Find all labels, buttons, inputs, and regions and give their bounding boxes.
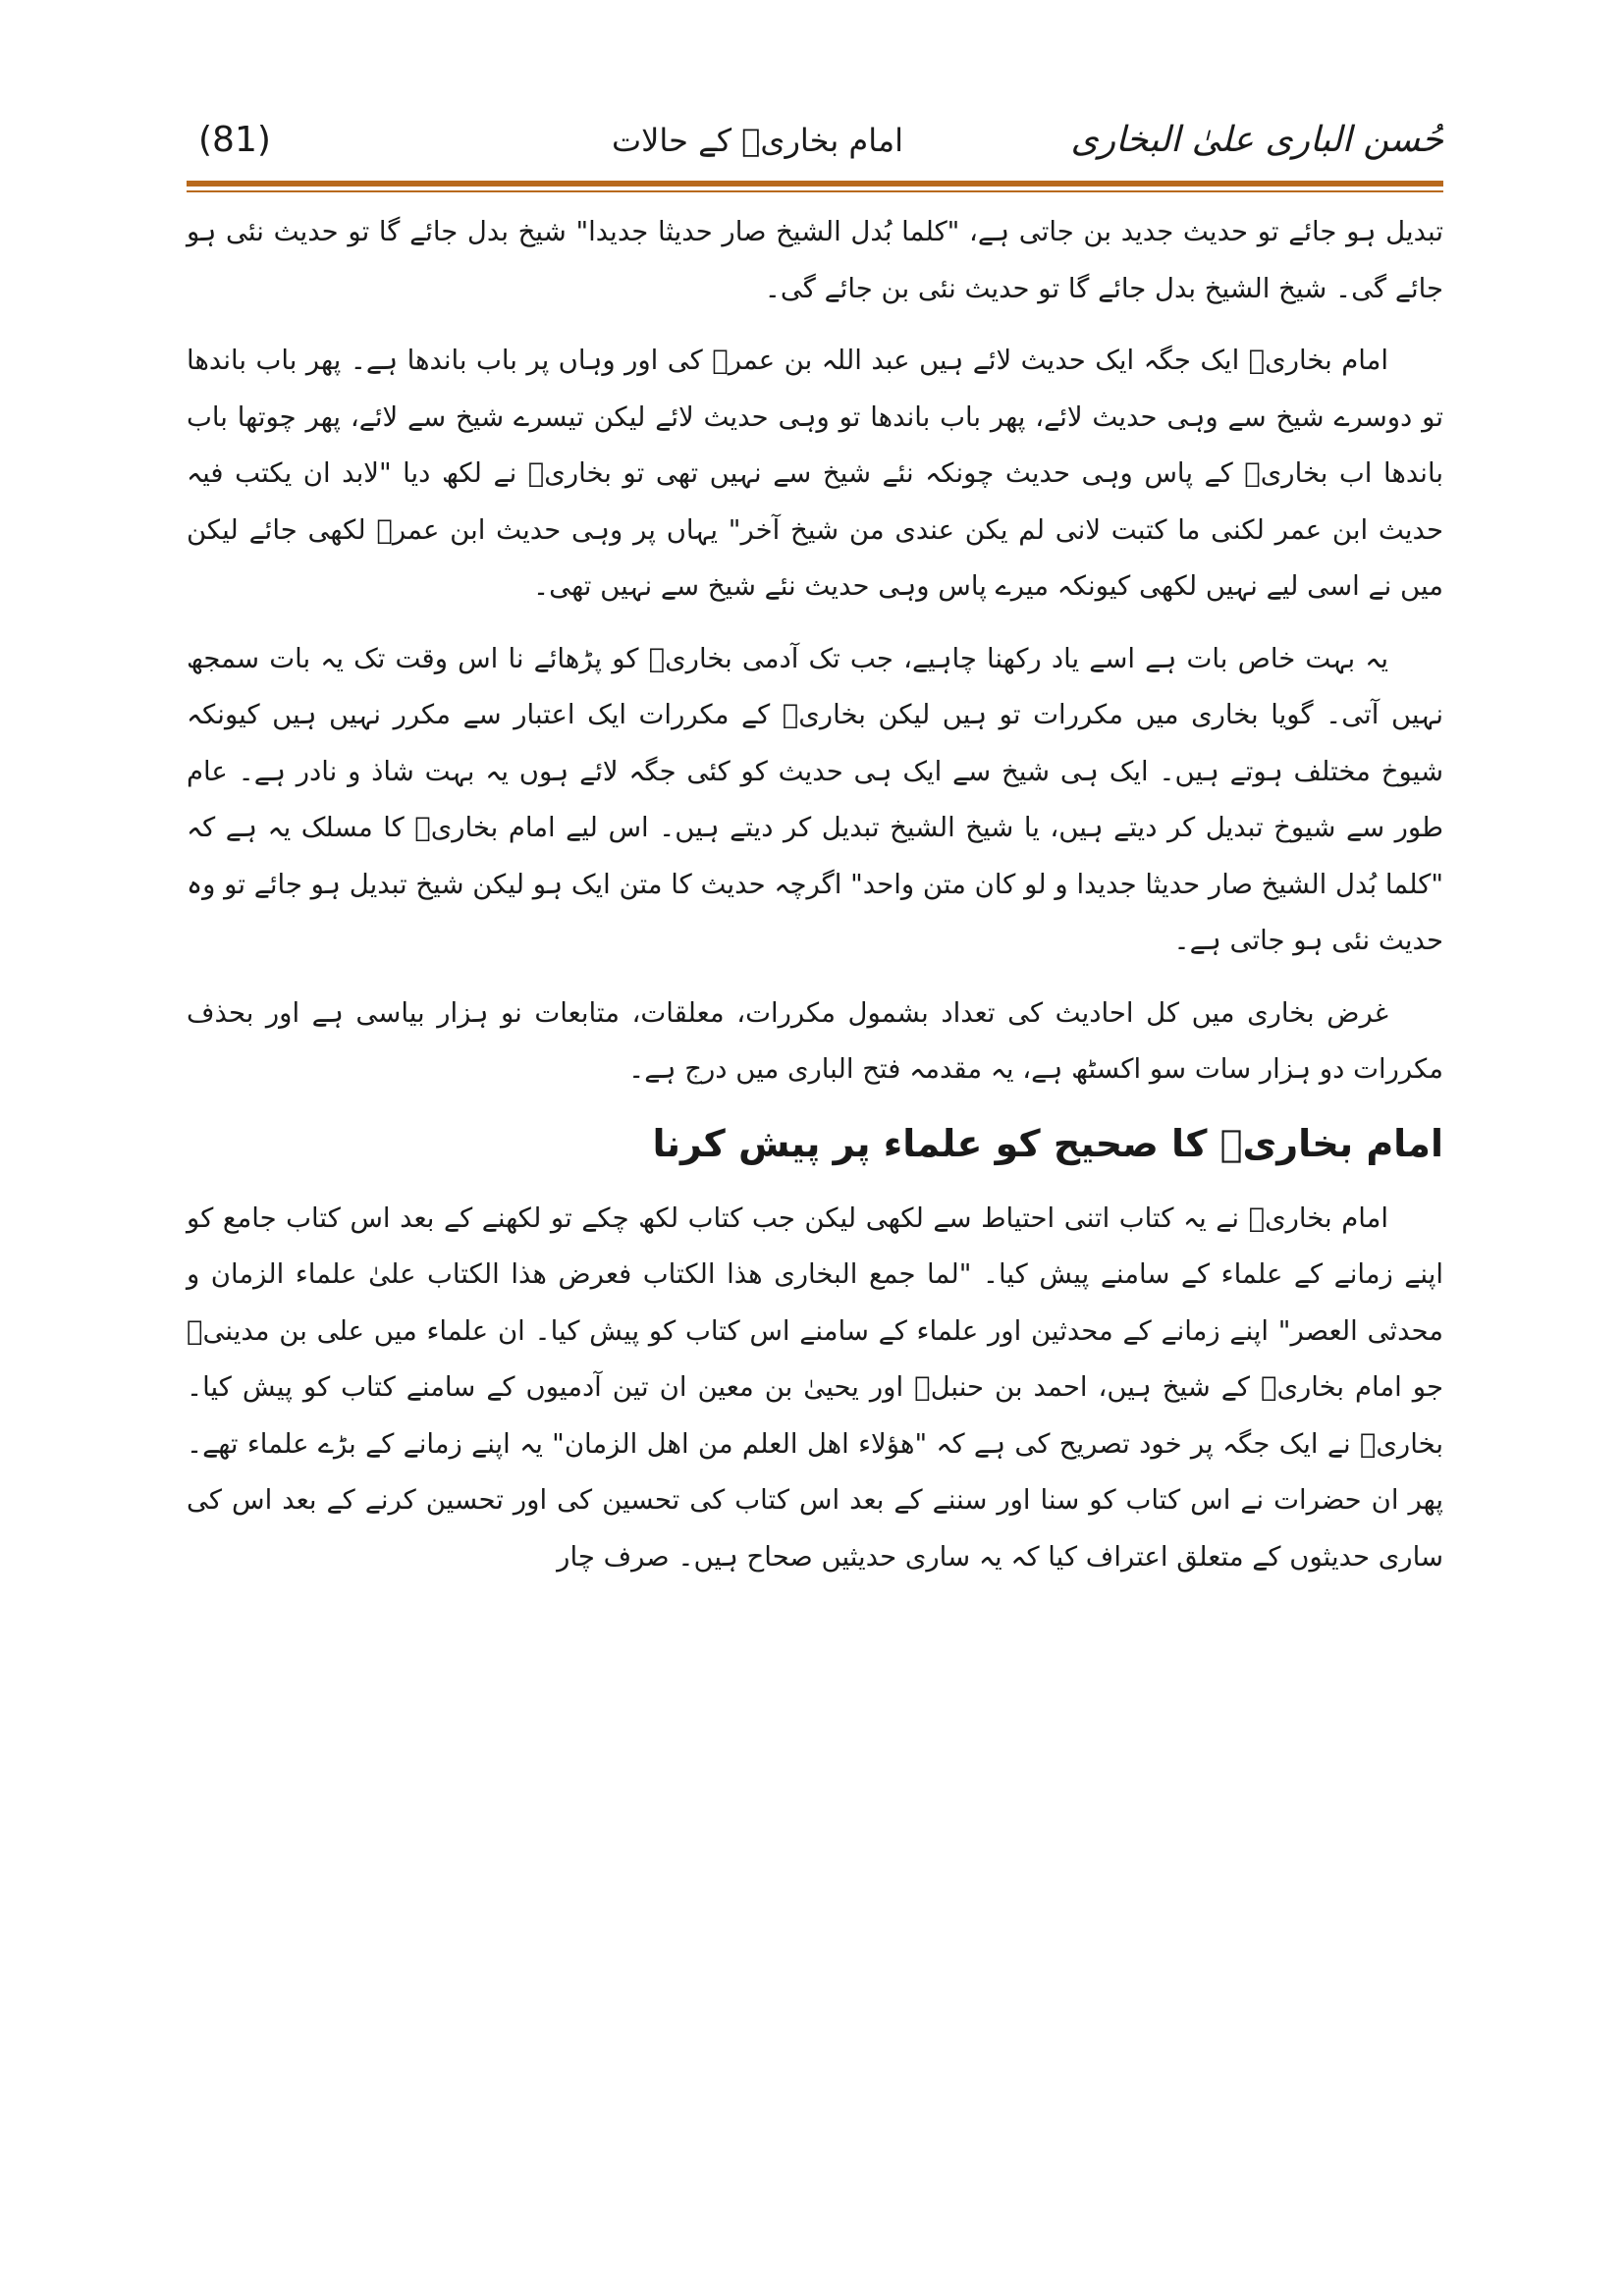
body-paragraph: غرض بخاری میں کل احادیث کی تعداد بشمول مکررات، معلقات، متابعات نو ہزار بیاسی ہے اور بحذف مکررات دو ہزار سات سو اکسٹھ ہے، یہ مقدمہ فتح الباری میں درج ہے۔ — [187, 996, 1443, 1085]
header-rule-thick — [187, 181, 1443, 187]
page-header — [187, 116, 1443, 177]
body-paragraph: امام بخاریؒ ایک جگہ ایک حدیث لائے ہیں عبد اللہ بن عمرؓ کی اور وہاں پر باب باندھا ہے۔ پھر باب باندھا تو دوسرے شیخ سے وہی حدیث لائے، پھر باب باندھا تو وہی حدیث لائے لیکن تیسرے شیخ سے لائے، پھر چوتھا باب باندھا اب بخاریؒ کے پاس وہی حدیث چونکہ نئے شیخ سے نہیں تھی تو بخاریؒ نے لکھ دیا "لابد ان یکتب فیہ حدیث ابن عمر لکنی ما کتبت لانی لم یکن عندی من شیخ آخر" یہاں پر وہی حدیث ابن عمرؓ لکھی جائے لیکن میں نے اسی لیے نہیں لکھی کیونکہ میرے پاس وہی حدیث نئے شیخ سے نہیں تھی۔ — [187, 345, 1443, 602]
page-number: (81) — [198, 120, 271, 160]
page-body — [187, 204, 1443, 1601]
body-paragraph: تبدیل ہو جائے تو حدیث جدید بن جاتی ہے، "کلما بُدل الشیخ صار حدیثا جدیدا" شیخ بدل جائے گا تو حدیث نئی ہو جائے گی۔ شیخ الشیخ بدل جائے گا تو حدیث نئی بن جائے گی۔ — [187, 216, 1443, 304]
chapter-title: امام بخاریؒ کے حالات — [611, 122, 903, 159]
section-heading: امام بخاریؒ کا صحیح کو علماء پر پیش کرنا — [652, 1121, 1443, 1165]
header-rule-thin — [187, 190, 1443, 192]
book-title: حُسن الباری علیٰ البخاری — [1070, 120, 1443, 160]
body-paragraph: امام بخاریؒ نے یہ کتاب اتنی احتیاط سے لکھی لیکن جب کتاب لکھ چکے تو لکھنے کے بعد اس کتاب جامع کو اپنے زمانے کے علماء کے سامنے پیش کیا۔ "لما جمع البخاری ھذا الکتاب فعرض ھذا الکتاب علیٰ علماء الزمان و محدثی العصر" اپنے زمانے کے محدثین اور علماء کے سامنے اس کتاب کو پیش کیا۔ ان علماء میں علی بن مدینیؒ جو امام بخاریؒ کے شیخ ہیں، احمد بن حنبلؒ اور یحییٰ بن معین ان تین آدمیوں کے سامنے کتاب کو پیش کیا۔ بخاریؒ نے ایک جگہ پر خود تصریح کی ہے کہ "ھؤلاء اھل العلم من اھل الزمان" یہ اپنے زمانے کے بڑے علماء تھے۔ پھر ان حضرات نے اس کتاب کو سنا اور سننے کے بعد اس کتاب کی تحسین کی اور تحسین کرنے کے بعد اس کی ساری حدیثوں کے متعلق اعتراف کیا کہ یہ ساری حدیثیں صحاح ہیں۔ صرف چار — [187, 1201, 1443, 1573]
body-paragraph: یہ بہت خاص بات ہے اسے یاد رکھنا چاہیے، جب تک آدمی بخاریؒ کو پڑھائے نا اس وقت تک یہ بات سمجھ نہیں آتی۔ گویا بخاری میں مکررات تو ہیں لیکن بخاریؒ کے مکررات ایک اعتبار سے مکرر نہیں ہیں کیونکہ شیوخ مختلف ہوتے ہیں۔ ایک ہی شیخ سے ایک ہی حدیث کو کئی جگہ لائے ہوں یہ بہت شاذ و نادر ہے۔ عام طور سے شیوخ تبدیل کر دیتے ہیں، یا شیخ الشیخ تبدیل کر دیتے ہیں۔ اس لیے امام بخاریؒ کا مسلک یہ ہے کہ "کلما بُدل الشیخ صار حدیثا جدیدا و لو کان متن واحد" اگرچہ حدیث کا متن ایک ہو لیکن شیخ تبدیل ہو جائے تو وہ حدیث نئی ہو جاتی ہے۔ — [187, 642, 1443, 956]
